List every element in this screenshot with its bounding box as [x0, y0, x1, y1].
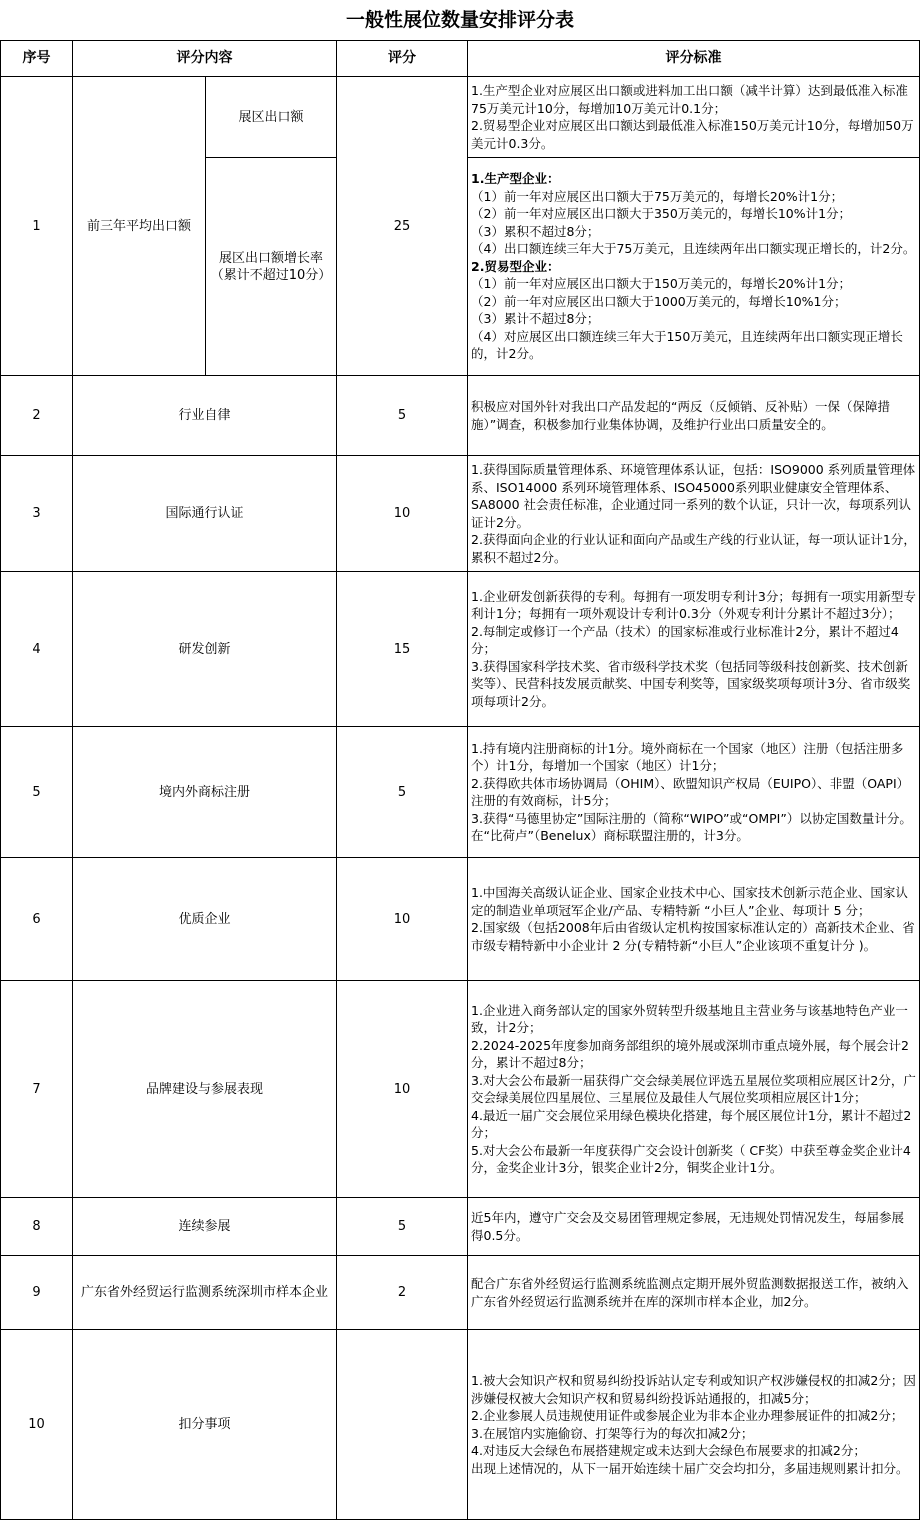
row-subcontent: 展区出口额	[206, 77, 337, 158]
standard-line: 4.对违反大会绿色布展搭建规定或未达到大会绿色布展要求的扣减2分；	[471, 1443, 866, 1458]
header-standard: 评分标准	[468, 41, 920, 77]
standard-line: 1.被大会知识产权和贸易纠纷投诉站认定专利或知识产权涉嫌侵权的扣减2分；因涉嫌侵权被大会知识产权和贸易纠纷投诉站通报的，扣减5分；	[471, 1373, 916, 1406]
standard-line: 1.获得国际质量管理体系、环境管理体系认证，包括：ISO9000 系列质量管理体系、ISO14000 系列环境管理体系、ISO45000系列职业健康安全管理体系、SA8000 社会责任标准，企业通过同一系列的数个认证，只计一次，每项系列认证计2分。	[471, 462, 916, 530]
table-row	[1, 727, 920, 858]
row-number: 4	[1, 572, 73, 727]
table-row	[1, 376, 920, 456]
standard-line: 2.贸易型企业对应展区出口额达到最低准入标准150万美元计10分，每增加50万美元计0.3分。	[471, 118, 914, 151]
row-content: 广东省外经贸运行监测系统深圳市样本企业	[73, 1256, 337, 1330]
row-standard	[468, 727, 920, 858]
row-number: 5	[1, 727, 73, 858]
row-content: 境内外商标注册	[73, 727, 337, 858]
table-row	[1, 858, 920, 981]
header-score: 评分	[337, 41, 468, 77]
table-row	[1, 1330, 920, 1520]
standard-line: 2.2024-2025年度参加商务部组织的境外展或深圳市重点境外展，每个展会计2分，累计不超过8分；	[471, 1037, 910, 1070]
standard-line: 2.获得欧共体市场协调局（OHIM）、欧盟知识产权局（EUIPO）、非盟（OAPI）注册的有效商标，计5分；	[471, 775, 910, 808]
row-content: 品牌建设与参展表现	[73, 981, 337, 1198]
row-standard	[468, 456, 920, 572]
header-no: 序号	[1, 41, 73, 77]
standard-line: （4）对应展区出口额连续三年大于150万美元，且连续两年出口额实现正增长的，计2分。	[471, 328, 903, 362]
row-standard	[468, 1330, 920, 1520]
standard-line: 3.获得“马德里协定”国际注册的（简称“WIPO”或“OMPI”）以协定国数量计分。在“比荷卢”（Benelux）商标联盟注册的，计3分。	[471, 810, 912, 843]
standard-line: （3）累积不超过8分；	[471, 223, 600, 239]
header-content: 评分内容	[73, 41, 337, 77]
row-number: 7	[1, 981, 73, 1198]
standard-line: （1）前一年对应展区出口额大于150万美元的，每增长20%计1分；	[471, 276, 852, 292]
page-title: 一般性展位数量安排评分表	[345, 9, 574, 31]
standard-line: 积极应对国外针对我出口产品发起的“两反（反倾销、反补贴）一保（保障措施）”调查，积极参加行业集体协调，及维护行业出口质量安全的。	[471, 399, 890, 432]
standard-line: （2）前一年对应展区出口额大于350万美元的，每增长10%计1分；	[471, 206, 852, 222]
standard-line: 2.每制定或修订一个产品（技术）的国家标准或行业标准计2分，累计不超过4分；	[471, 623, 899, 657]
standard-line: 近5年内，遵守广交会及交易团管理规定参展，无违规处罚情况发生，每届参展得0.5分。	[471, 1210, 904, 1243]
table-row	[1, 456, 920, 572]
row-score	[337, 1330, 468, 1520]
row-score: 10	[337, 456, 468, 572]
row-standard	[468, 981, 920, 1198]
standard-line: （1）前一年对应展区出口额大于75万美元的，每增长20%计1分；	[471, 188, 844, 204]
scoring-table	[0, 40, 920, 1520]
row-score: 10	[337, 858, 468, 981]
standard-line: （3）累计不超过8分；	[471, 311, 600, 327]
standard-line: 1.企业进入商务部认定的国家外贸转型升级基地且主营业务与该基地特色产业一致，计2分；	[471, 1002, 908, 1035]
row-score: 25	[337, 77, 468, 376]
standard-line: 2.获得面向企业的行业认证和面向产品或生产线的行业认证，每一项认证计1分，累积不超过2分。	[471, 532, 916, 565]
table-row	[1, 572, 920, 727]
row-standard	[468, 1256, 920, 1330]
standard-line: 配合广东省外经贸运行监测系统监测点定期开展外贸监测数据报送工作，被纳入广东省外经贸运行监测系统并在库的深圳市样本企业，加2分。	[471, 1276, 909, 1309]
row-content: 优质企业	[73, 858, 337, 981]
row-standard	[468, 858, 920, 981]
standard-line: 2.企业参展人员违规使用证件或参展企业为非本企业办理参展证件的扣减2分；	[471, 1408, 904, 1423]
standard-line: 1.持有境内注册商标的计1分。境外商标在一个国家（地区）注册（包括注册多个）计1分，每增加一个国家（地区）计1分；	[471, 740, 904, 773]
row-standard	[468, 77, 920, 158]
row-number: 6	[1, 858, 73, 981]
table-row	[1, 77, 920, 158]
row-content: 扣分事项	[73, 1330, 337, 1520]
row-content: 前三年平均出口额	[73, 77, 206, 376]
row-content: 连续参展	[73, 1198, 337, 1256]
row-standard	[468, 572, 920, 727]
row-number: 1	[1, 77, 73, 376]
standard-line: （4）出口额连续三年大于75万美元，且连续两年出口额实现正增长的，计2分。	[471, 241, 916, 257]
row-standard	[468, 376, 920, 456]
row-number: 10	[1, 1330, 73, 1520]
table-row	[1, 1256, 920, 1330]
standard-line: 3.获得国家科学技术奖、省市级科学技术奖（包括同等级科技创新奖、技术创新奖等）、民营科技发展贡献奖、中国专利奖等，国家级奖项每项计3分、省市级奖项每项计2分。	[471, 658, 911, 709]
standard-line: 3.在展馆内实施偷窃、打架等行为的每次扣减2分；	[471, 1425, 754, 1441]
row-number: 2	[1, 376, 73, 456]
standard-heading: 2.贸易型企业：	[471, 258, 560, 274]
standard-line: 2.国家级（包括2008年后由省级认定机构按国家标准认定的）高新技术企业、省市级专精特新中小企业计 2 分(专精特新“小巨人”企业该项不重复计分 )。	[471, 920, 915, 953]
row-score: 5	[337, 376, 468, 456]
standard-heading: 1.生产型企业：	[471, 171, 560, 187]
row-content: 国际通行认证	[73, 456, 337, 572]
row-score: 5	[337, 1198, 468, 1256]
row-number: 8	[1, 1198, 73, 1256]
standard-line: 1.生产型企业对应展区出口额或进料加工出口额（减半计算）达到最低准入标准75万美元计10分，每增加10万美元计0.1分；	[471, 83, 908, 116]
table-row	[1, 981, 920, 1198]
row-number: 9	[1, 1256, 73, 1330]
standard-line: 出现上述情况的，从下一届开始连续十届广交会均扣分，多届违规则累计扣分。	[471, 1460, 909, 1476]
header-row	[1, 41, 920, 77]
standard-line: （2）前一年对应展区出口额大于1000万美元的，每增长10%1分；	[471, 293, 847, 309]
standard-line: 3.对大会公布最新一届获得广交会绿美展位评选五星展位奖项相应展区计2分，广交会绿美展位四星展位、三星展位及最佳人气展位奖项相应展区计1分；	[471, 1072, 916, 1105]
standard-line: 1.企业研发创新获得的专利。每拥有一项发明专利计3分；每拥有一项实用新型专利计1分；每拥有一项外观设计专利计0.3分（外观专利计分累计不超过3分）；	[471, 588, 916, 622]
row-score: 2	[337, 1256, 468, 1330]
row-content: 行业自律	[73, 376, 337, 456]
row-content: 研发创新	[73, 572, 337, 727]
row-score: 10	[337, 981, 468, 1198]
row-standard	[468, 158, 920, 376]
standard-line: 5.对大会公布最新一年度获得广交会设计创新奖（ CF奖）中获至尊金奖企业计4分，金奖企业计3分，银奖企业计2分，铜奖企业计1分。	[471, 1142, 911, 1175]
row-subcontent: 展区出口额增长率（累计不超过10分）	[206, 158, 337, 376]
table-row	[1, 1198, 920, 1256]
row-standard	[468, 1198, 920, 1256]
row-score: 5	[337, 727, 468, 858]
standard-line: 1.中国海关高级认证企业、国家企业技术中心、国家技术创新示范企业、国家认定的制造业单项冠军企业/产品、专精特新 “小巨人”企业、每项计 5 分；	[471, 885, 908, 918]
standard-line: 4.最近一届广交会展位采用绿色模块化搭建，每个展区展位计1分，累计不超过2分；	[471, 1107, 912, 1140]
row-number: 3	[1, 456, 73, 572]
row-score: 15	[337, 572, 468, 727]
